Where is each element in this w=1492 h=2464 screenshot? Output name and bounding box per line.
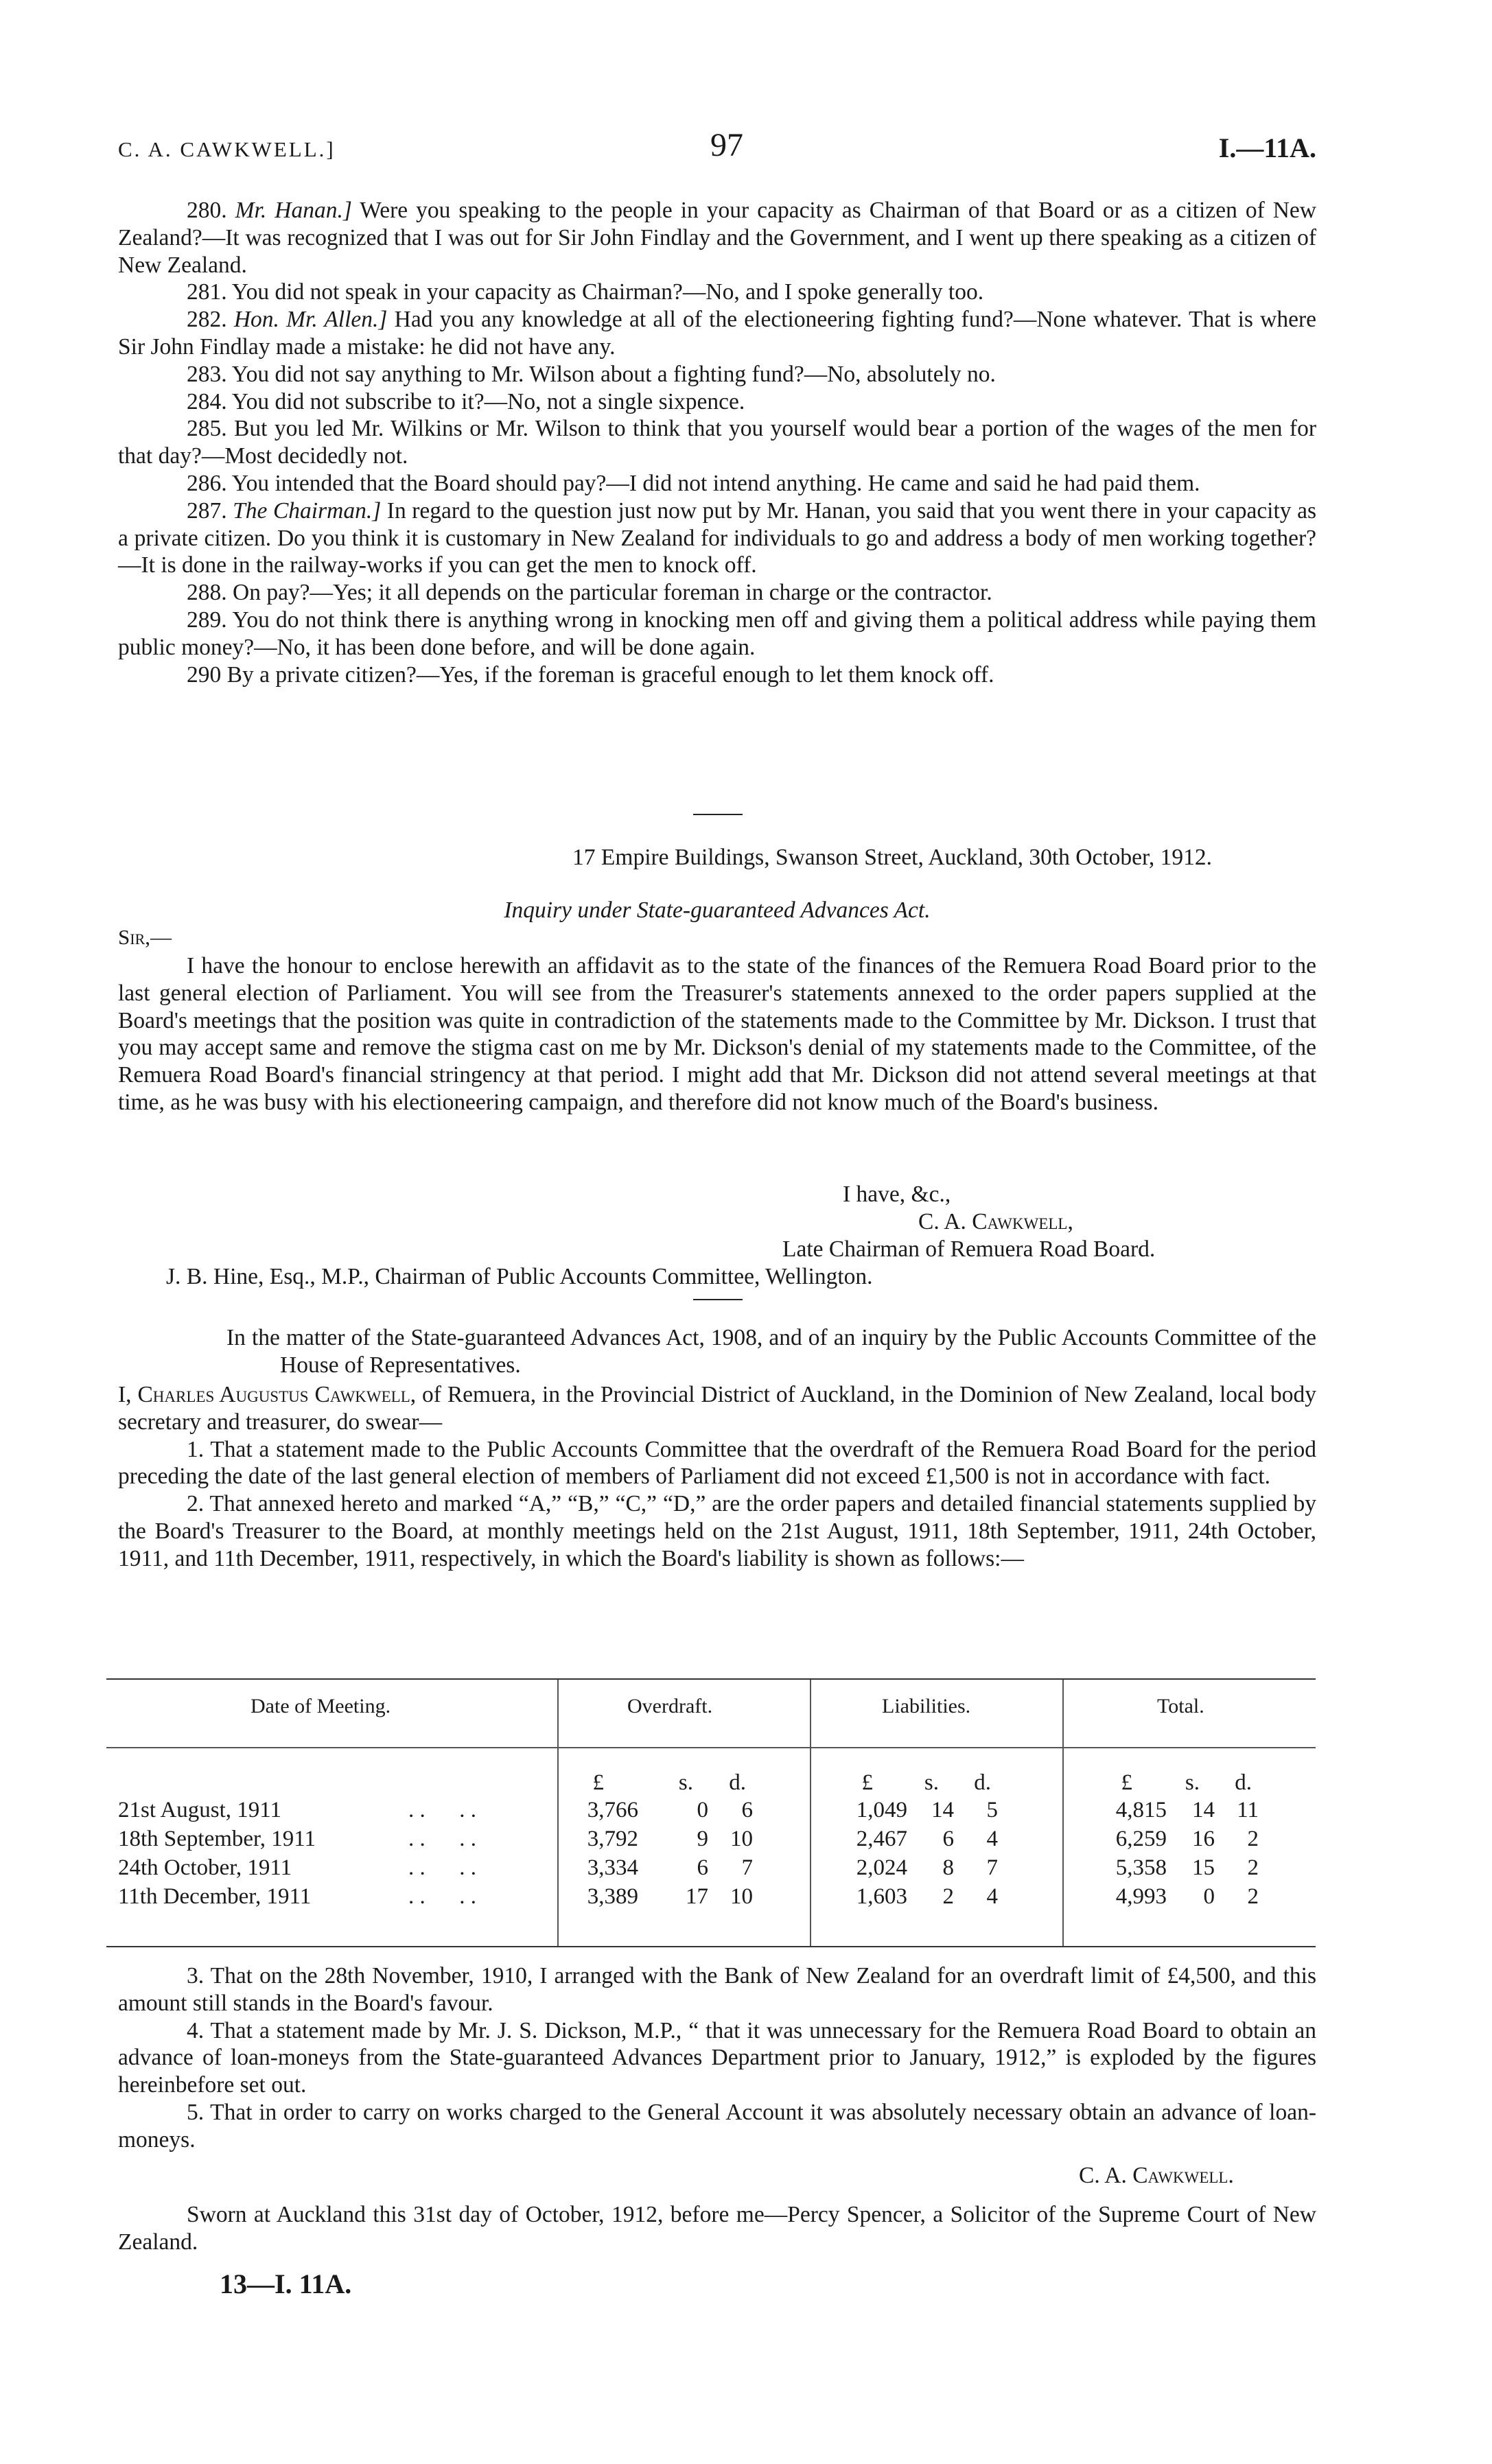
qa-text: You did not say anything to Mr. Wilson about a fighting fund?—No, absolutely no. — [231, 361, 996, 387]
qa-paragraph — [118, 361, 1316, 388]
qa-speaker: Hon. Mr. Allen.] — [233, 307, 388, 333]
qa-number: 286. — [187, 470, 227, 496]
qa-paragraph — [118, 661, 1316, 689]
table-row-leader: . . . . — [408, 1827, 476, 1851]
amount-pence: 2 — [1247, 1827, 1259, 1851]
unit-pounds: £ — [861, 1770, 873, 1795]
table-row-date: 11th December, 1911 — [118, 1884, 312, 1909]
amount-shillings: 14 — [1192, 1798, 1215, 1822]
qa-number: 289. — [187, 607, 227, 633]
qa-paragraph — [118, 415, 1316, 470]
table-vline-3 — [1062, 1680, 1064, 1946]
table-top-rule — [106, 1678, 1316, 1680]
qa-text: You intended that the Board should pay?—I did not intend anything. He came and said he had paid them. — [231, 470, 1200, 496]
qa-paragraph — [118, 579, 1316, 607]
amount-pence: 7 — [986, 1855, 998, 1880]
amount-pence: 10 — [730, 1884, 753, 1909]
affidavit-item-1: 1. That a statement made to the Public Accounts Committee that the overdraft of the Remuera Road Board for the period preceding the date of the last general election of members of Parliament did not exceed £1,500 is not in accordance with fact. — [118, 1436, 1316, 1490]
table-header-liabilities: Liabilities. — [882, 1695, 971, 1717]
amount-shillings: 14 — [931, 1798, 954, 1822]
table-vline-2 — [810, 1680, 811, 1946]
affidavit-body — [118, 1381, 1316, 1573]
amount-shillings: 15 — [1192, 1855, 1215, 1880]
amount-shillings: 6 — [697, 1855, 708, 1880]
affidavit-intro — [118, 1381, 1316, 1436]
amount-shillings: 9 — [697, 1827, 708, 1851]
amount-pounds: 6,259 — [1115, 1827, 1167, 1851]
amount-shillings: 16 — [1192, 1827, 1215, 1851]
letter-body: I have the honour to enclose herewith an affidavit as to the state of the finances of the Remuera Road Board prior to the last general election of Parliament. You will see from the Treasurer's statements annexed to the order papers supplied at the Board's meetings that the position was quite in contradiction of the statements made to the Committee by Mr. Dickson. I trust that you may accept same and remove the stigma cast on me by Mr. Dickson's denial of my statements made to the Committee, of the Remuera Road Board's financial stringency at that period. I might add that Mr. Dickson did not attend several meetings at that time, as he was busy with his electioneering campaign, and therefore did not know much of the Board's business. — [118, 953, 1316, 1115]
running-head-left: C. A. CAWKWELL.] — [118, 137, 336, 161]
letter-salutation — [118, 925, 172, 950]
letter-body-wrap — [118, 952, 1316, 1116]
intro-rest: , of Remuera, in the Provincial District of Auckland, in the Dominion of New Zealand, local body secretary and treasurer, do swear— — [118, 1382, 1316, 1435]
affidavit-matter-wrap — [226, 1324, 1316, 1379]
section-divider — [693, 814, 743, 815]
qa-paragraph — [118, 497, 1316, 579]
amount-pounds: 3,792 — [587, 1827, 638, 1851]
unit-shillings: s. — [924, 1770, 939, 1795]
amount-pence: 5 — [986, 1798, 998, 1822]
affidavit-signature: C. A. Cawkwell. — [1079, 2163, 1234, 2188]
page-number: 97 — [710, 127, 743, 163]
qa-text: You did not subscribe to it?—No, not a single sixpence. — [231, 388, 745, 414]
amount-pence: 4 — [986, 1884, 998, 1909]
qa-number: 290 — [187, 661, 222, 688]
letter-address: 17 Empire Buildings, Swanson Street, Auckland, 30th October, 1912. — [572, 845, 1212, 870]
amount-pence: 10 — [730, 1827, 753, 1851]
table-header-overdraft: Overdraft. — [627, 1695, 713, 1717]
affidavit-item-3: 3. That on the 28th November, 1910, I arranged with the Bank of New Zealand for an overdraft limit of £4,500, and this amount still stands in the Board's favour. — [118, 1963, 1316, 2016]
qa-text: By a private citizen?—Yes, if the foreman is graceful enough to let them knock off. — [226, 661, 994, 688]
unit-pence: d. — [1235, 1770, 1252, 1795]
table-row-date: 18th September, 1911 — [118, 1827, 316, 1851]
amount-pounds: 4,993 — [1115, 1884, 1167, 1909]
letter-closing: I have, &c., — [843, 1182, 951, 1207]
letter-signature: C. A. Cawkwell, — [918, 1209, 1073, 1234]
qa-number: 285. — [187, 416, 227, 442]
table-vline-1 — [557, 1680, 559, 1946]
qa-number: 280. — [187, 198, 227, 223]
amount-pounds: 2,467 — [856, 1827, 907, 1851]
sworn-statement: Sworn at Auckland this 31st day of October, 1912, before me—Percy Spencer, a Solicitor of the Supreme Court of New Zealand. — [118, 2202, 1316, 2255]
table-row-leader: . . . . — [408, 1798, 476, 1822]
unit-pounds: £ — [1121, 1770, 1132, 1795]
amount-pence: 4 — [986, 1827, 998, 1851]
affidavit-item-5: 5. That in order to carry on works charged to the General Account it was absolutely necessary obtain an advance of loan-moneys. — [118, 2099, 1316, 2152]
amount-pence: 2 — [1247, 1855, 1259, 1880]
qa-paragraph — [118, 388, 1316, 416]
deponent-name: Charles Augustus Cawkwell — [137, 1382, 410, 1407]
table-header-rule — [106, 1747, 1316, 1748]
table-row-date: 21st August, 1911 — [118, 1798, 282, 1822]
table-header-total: Total. — [1157, 1695, 1204, 1717]
qa-number: 284. — [187, 388, 227, 414]
qa-number: 283. — [187, 361, 227, 387]
qa-number: 282. — [187, 307, 227, 333]
amount-shillings: 17 — [686, 1884, 708, 1909]
qa-paragraph — [118, 306, 1316, 361]
qa-paragraph — [118, 279, 1316, 306]
amount-pounds: 3,389 — [587, 1884, 638, 1909]
qa-speaker: The Chairman.] — [233, 497, 382, 524]
qa-text: But you led Mr. Wilkins or Mr. Wilson to think that you yourself would bear a portion of the wages of the men for that day?—Most decidedly not. — [118, 416, 1316, 469]
qa-paragraph — [118, 607, 1316, 661]
qa-text: In regard to the question just now put by Mr. Hanan, you said that you went there in your capacity as a private citizen. Do you think it is customary in New Zealand for individuals to go and address a body of men working together?—It is done in the railway-works if you can get the men to knock off. — [118, 497, 1316, 578]
amount-pounds: 4,815 — [1115, 1798, 1167, 1822]
affidavit-tail — [118, 1962, 1316, 2154]
amount-shillings: 6 — [942, 1827, 954, 1851]
qa-text: Had you any knowledge at all of the electioneering fighting fund?—None whatever. That is where Sir John Findlay made a mistake: he did not have any. — [118, 307, 1316, 360]
qa-text: You did not speak in your capacity as Chairman?—No, and I spoke generally too. — [231, 279, 984, 305]
qa-paragraph — [118, 470, 1316, 497]
qa-text: You do not think there is anything wrong in knocking men off and giving them a political address while paying them public money?—No, it has been done before, and will be done again. — [118, 607, 1316, 660]
affidavit-matter: In the matter of the State-guaranteed Advances Act, 1908, and of an inquiry by the Public Accounts Committee of the House of Representatives. — [226, 1325, 1316, 1378]
amount-shillings: 8 — [942, 1855, 954, 1880]
amount-pounds: 2,024 — [856, 1855, 907, 1880]
amount-pounds: 3,766 — [587, 1798, 638, 1822]
qa-number: 287. — [187, 497, 227, 524]
intro-prefix: I, — [118, 1382, 138, 1407]
unit-shillings: s. — [1185, 1770, 1200, 1795]
table-row-date: 24th October, 1911 — [118, 1855, 292, 1880]
amount-pence: 6 — [741, 1798, 753, 1822]
qa-paragraph — [118, 197, 1316, 279]
unit-pounds: £ — [592, 1770, 604, 1795]
amount-shillings: 0 — [1203, 1884, 1215, 1909]
unit-pence: d. — [729, 1770, 746, 1795]
affidavit-item-4: 4. That a statement made by Mr. J. S. Dickson, M.P., “ that it was unnecessary for the Remuera Road Board to obtain an advance of loan-moneys from the State-guaranteed Advances Department prior to January, 1912,” is exploded by the figures hereinbefore set out. — [118, 2017, 1316, 2098]
qa-speaker: Mr. Hanan.] — [235, 198, 352, 223]
section-divider-2 — [693, 1299, 743, 1300]
running-head-right: I.—11A. — [1218, 132, 1316, 163]
sworn-wrap — [118, 2201, 1316, 2256]
amount-pounds: 1,049 — [856, 1798, 907, 1822]
affidavit-item-2: 2. That annexed hereto and marked “A,” “B,” “C,” “D,” are the order papers and detailed financial statements supplied by the Board's Treasurer to the Board, at monthly meetings held on the 21st August, 1911, 18th September, 1911, 24th October, 1911, and 11th December, 1911, respectively, in which the Board's liability is shown as follows:— — [118, 1491, 1316, 1571]
amount-pence: 2 — [1247, 1884, 1259, 1909]
amount-shillings: 2 — [942, 1884, 954, 1909]
signature-mark: 13—I. 11A. — [220, 2268, 352, 2299]
amount-pounds: 5,358 — [1115, 1855, 1167, 1880]
amount-pounds: 3,334 — [587, 1855, 638, 1880]
letter-signer-title: Late Chairman of Remuera Road Board. — [782, 1236, 1156, 1262]
qa-block — [118, 197, 1316, 688]
letter-subject: Inquiry under State-guaranteed Advances Act. — [504, 897, 931, 923]
qa-text: Were you speaking to the people in your capacity as Chairman of that Board or as a citizen of New Zealand?—It was recognized that I was out for Sir John Findlay and the Government, and I went up there speaking as a citizen of New Zealand. — [118, 198, 1316, 278]
amount-pence: 11 — [1237, 1798, 1259, 1822]
table-row-leader: . . . . — [408, 1884, 476, 1909]
qa-text: On pay?—Yes; it all depends on the particular foreman in charge or the contractor. — [233, 580, 992, 606]
table-row-leader: . . . . — [408, 1855, 476, 1880]
qa-number: 288. — [187, 580, 227, 606]
salutation-text: Sir,— — [118, 925, 172, 949]
amount-pounds: 1,603 — [856, 1884, 907, 1909]
letter-addressee: J. B. Hine, Esq., M.P., Chairman of Public Accounts Committee, Wellington. — [166, 1264, 873, 1289]
table-bottom-rule — [106, 1946, 1316, 1947]
unit-pence: d. — [974, 1770, 991, 1795]
amount-shillings: 0 — [697, 1798, 708, 1822]
unit-shillings: s. — [678, 1770, 693, 1795]
amount-pence: 7 — [741, 1855, 753, 1880]
table-header-date: Date of Meeting. — [250, 1695, 391, 1717]
qa-number: 281. — [187, 279, 227, 305]
